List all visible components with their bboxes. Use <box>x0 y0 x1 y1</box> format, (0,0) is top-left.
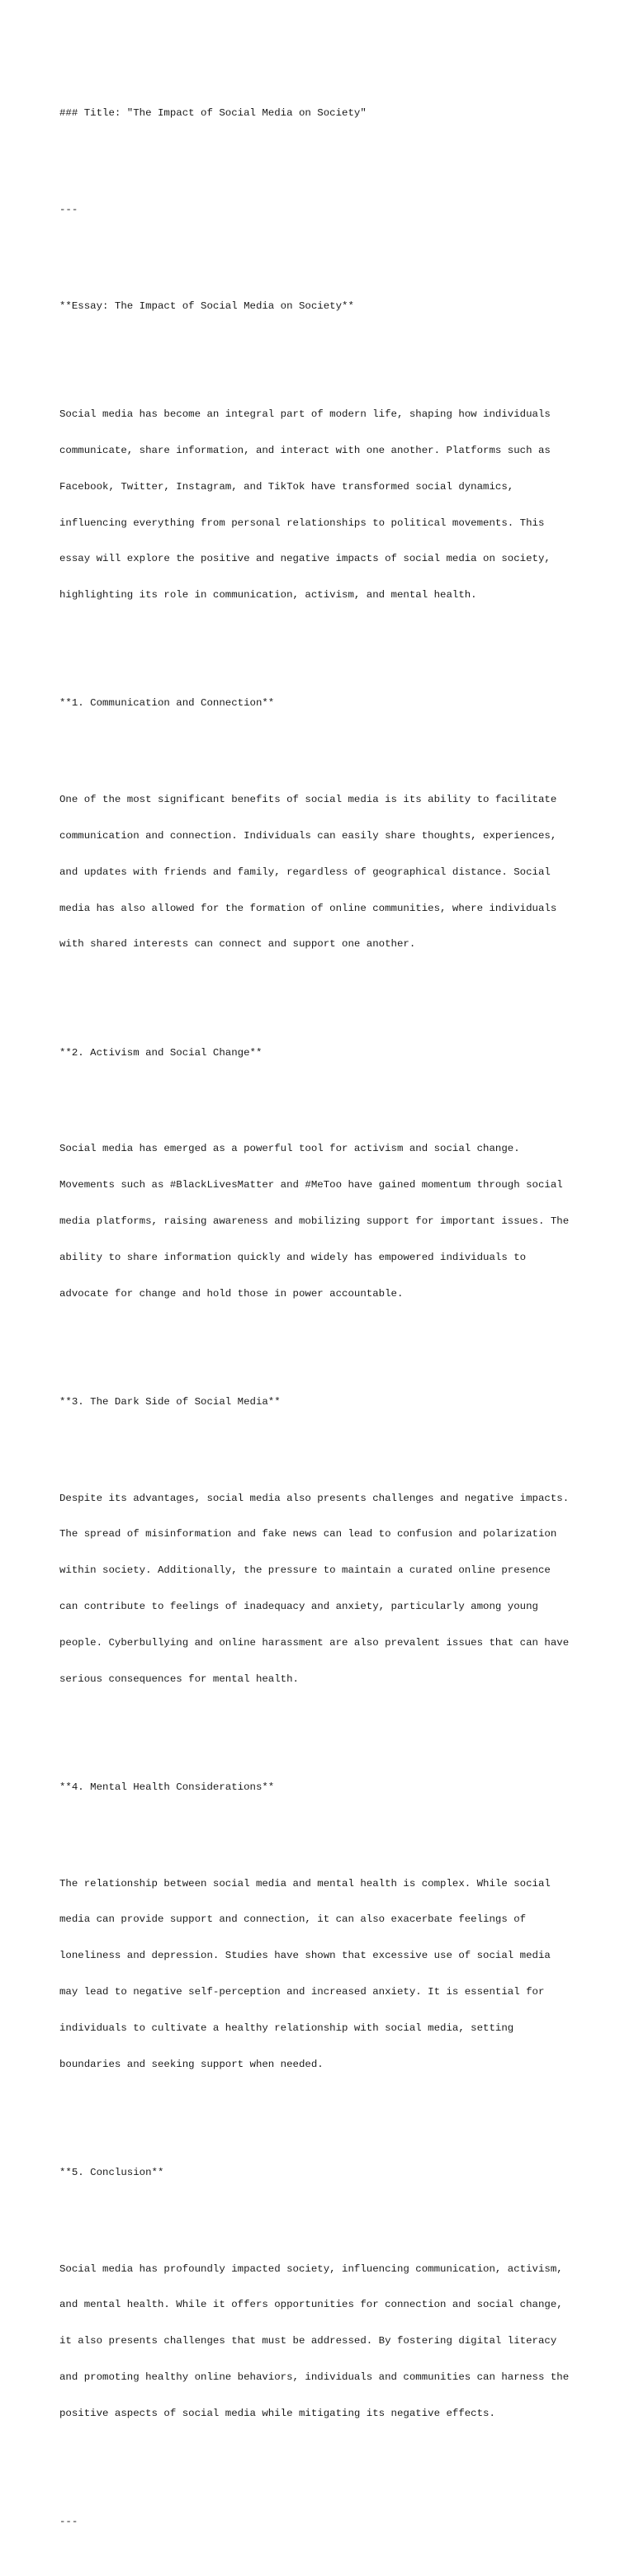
section-heading-1: **1. Communication and Connection** <box>59 697 275 710</box>
text-line: it also presents challenges that must be addressed. By fostering digital literacy <box>59 2335 557 2347</box>
text-line: ability to share information quickly and widely has empowered individuals to <box>59 1251 527 1263</box>
intro-paragraph <box>59 385 588 625</box>
text-line: Movements such as #BlackLivesMatter and #MeToo have gained momentum through social <box>59 1179 563 1191</box>
text-line: Despite its advantages, social media also presents challenges and negative impacts. <box>59 1492 570 1504</box>
text-line: individuals to cultivate a healthy relationship with social media, setting <box>59 2022 514 2034</box>
separator-bottom: --- <box>59 2516 78 2528</box>
document-page <box>59 59 588 2576</box>
section-body-4 <box>59 1853 588 2094</box>
text-line: and updates with friends and family, regardless of geographical distance. Social <box>59 866 551 878</box>
separator-top: --- <box>59 204 78 216</box>
text-line: communicate, share information, and interact with one another. Platforms such as <box>59 445 551 456</box>
text-line: serious consequences for mental health. <box>59 1673 299 1685</box>
section-body-1 <box>59 770 588 974</box>
text-line: and promoting healthy online behaviors, individuals and communities can harness the <box>59 2371 570 2383</box>
text-line: influencing everything from personal relationships to political movements. This <box>59 517 545 529</box>
text-line: advocate for change and hold those in power accountable. <box>59 1287 404 1300</box>
document-title: ### Title: "The Impact of Social Media on Society" <box>59 107 367 120</box>
essay-heading: **Essay: The Impact of Social Media on Society** <box>59 300 354 312</box>
section-body-2 <box>59 1119 588 1323</box>
text-line: can contribute to feelings of inadequacy and anxiety, particularly among young <box>59 1601 538 1612</box>
section-heading-4: **4. Mental Health Considerations** <box>59 1781 275 1793</box>
text-line: essay will explore the positive and negative impacts of social media on society, <box>59 553 551 565</box>
text-line: Social media has become an integral part of modern life, shaping how individuals <box>59 408 551 421</box>
text-line: Social media has emerged as a powerful tool for activism and social change. <box>59 1143 520 1155</box>
section-heading-2: **2. Activism and Social Change** <box>59 1046 263 1059</box>
section-heading-3: **3. The Dark Side of Social Media** <box>59 1395 281 1408</box>
text-line: media platforms, raising awareness and mobilizing support for important issues. The <box>59 1215 570 1227</box>
text-line: may lead to negative self-perception and increased anxiety. It is essential for <box>59 1986 545 1998</box>
section-heading-5: **5. Conclusion** <box>59 2166 164 2178</box>
text-line: Facebook, Twitter, Instagram, and TikTok have transformed social dynamics, <box>59 480 514 493</box>
text-line: highlighting its role in communication, activism, and mental health. <box>59 589 477 602</box>
section-body-3 <box>59 1468 588 1709</box>
text-line: with shared interests can connect and support one another. <box>59 938 416 951</box>
text-line: communication and connection. Individuals can easily share thoughts, experiences, <box>59 830 557 842</box>
text-line: media has also allowed for the formation of online communities, where individuals <box>59 902 557 914</box>
text-line: positive aspects of social media while mitigating its negative effects. <box>59 2407 495 2419</box>
text-line: The relationship between social media and mental health is complex. While social <box>59 1877 551 1890</box>
text-line: media can provide support and connection, it can also exacerbate feelings of <box>59 1913 527 1926</box>
text-line: people. Cyberbullying and online harassment are also prevalent issues that can have <box>59 1636 570 1649</box>
text-line: loneliness and depression. Studies have shown that excessive use of social media <box>59 1950 551 1962</box>
section-body-5 <box>59 2239 588 2443</box>
text-line: The spread of misinformation and fake news can lead to confusion and polarization <box>59 1528 557 1540</box>
text-line: Social media has profoundly impacted society, influencing communication, activism, <box>59 2262 563 2275</box>
text-line: and mental health. While it offers opportunities for connection and social change, <box>59 2299 563 2311</box>
text-line: boundaries and seeking support when needed. <box>59 2058 324 2070</box>
text-line: One of the most significant benefits of social media is its ability to facilitate <box>59 794 557 806</box>
text-line: within society. Additionally, the pressure to maintain a curated online presence <box>59 1564 551 1577</box>
